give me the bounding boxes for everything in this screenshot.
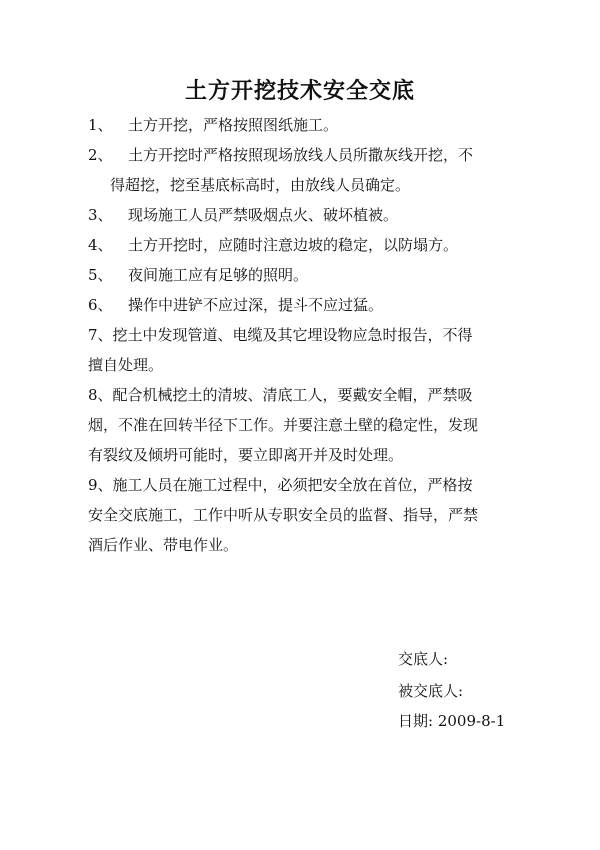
item-number: 5、: [88, 266, 113, 284]
item-text-line3: 有裂纹及倾坍可能时，要立即离开并及时处理。: [88, 446, 404, 464]
item-text-line3: 酒后作业、带电作业。: [88, 536, 239, 554]
item-number: 7、: [88, 326, 113, 344]
date-line: [398, 710, 505, 731]
date-value: 2009-8-1: [437, 712, 506, 730]
item-number: 8、: [88, 386, 113, 404]
item-text-line1: 施工人员在施工过程中，必须把安全放在首位，严格按: [112, 476, 473, 494]
item-text-line2: 安全交底施工，工作中听从专职安全员的监督、指导，严禁: [88, 506, 479, 524]
item-text: 夜间施工应有足够的照明。: [128, 266, 309, 284]
item-number: 1、: [88, 116, 113, 134]
list-item: [88, 290, 518, 320]
list-item: [88, 320, 518, 380]
list-item: [88, 140, 518, 200]
list-item: [88, 200, 518, 230]
list-item: [88, 260, 518, 290]
item-number: 2、: [88, 146, 113, 164]
item-text: 土方开挖，严格按照图纸施工。: [128, 116, 339, 134]
list-item: [88, 230, 518, 260]
list-item: [88, 110, 518, 140]
list-item: [88, 470, 518, 560]
item-text: 土方开挖时，应随时注意边坡的稳定，以防塌方。: [128, 236, 459, 254]
item-text-line2: 烟，不准在回转半径下工作。并要注意土壁的稳定性，发现: [88, 416, 479, 434]
document-title: 土方开挖技术安全交底: [184, 78, 415, 104]
item-text-line1: 土方开挖时严格按照现场放线人员所撒灰线开挖，不: [128, 146, 474, 164]
item-text-line1: 配合机械挖土的清坡、清底工人，要戴安全帽，严禁吸: [112, 386, 473, 404]
item-text-line1: 挖土中发现管道、电缆及其它埋设物应急时报告，不得: [112, 326, 473, 344]
item-number: 9、: [88, 476, 113, 494]
date-label: 日期:: [398, 712, 434, 730]
recipient-label: 被交底人:: [398, 682, 464, 700]
item-number: 6、: [88, 296, 113, 314]
item-number: 3、: [88, 206, 113, 224]
discloser-label: 交底人:: [398, 650, 449, 668]
item-text-line2: 得超挖，挖至基底标高时，由放线人员确定。: [110, 176, 411, 194]
item-number: 4、: [88, 236, 113, 254]
item-text: 操作中进铲不应过深，提斗不应过猛。: [128, 296, 384, 314]
disclosure-items: [88, 110, 518, 560]
list-item: [88, 380, 518, 470]
item-text: 现场施工人员严禁吸烟点火、破坏植被。: [128, 206, 399, 224]
item-text-line2: 擅自处理。: [88, 356, 164, 374]
